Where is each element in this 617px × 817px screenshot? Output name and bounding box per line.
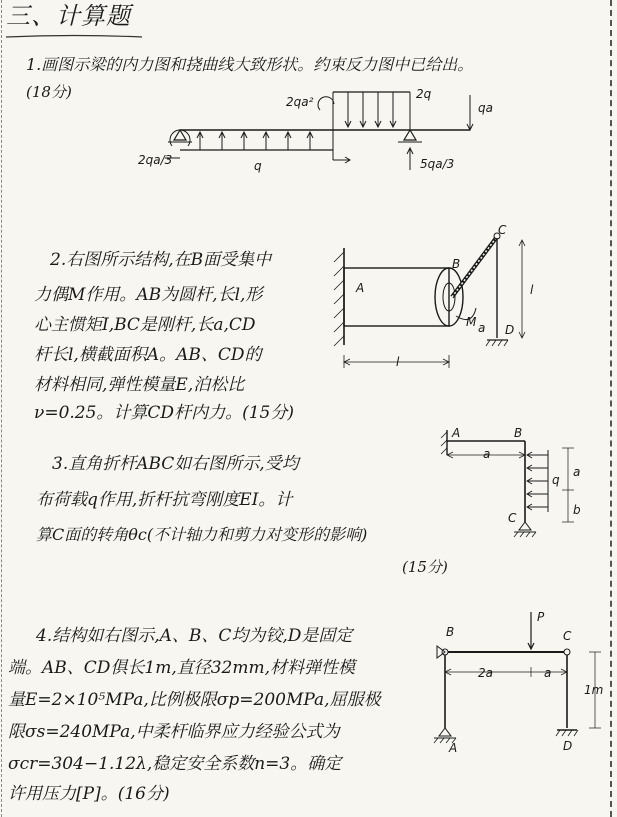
q2-label-C: C — [498, 223, 507, 237]
q3-label-B: B — [514, 426, 523, 440]
q1-label-2qa3: 2qa/3 — [138, 153, 173, 167]
q4-text-line2: 端。AB、CD俱长1m,直径32mm,材料弹性模 — [8, 658, 356, 678]
q2-label-a: a — [478, 321, 486, 335]
q4-label-A: A — [449, 741, 458, 755]
q2-label-l-vert: l — [530, 283, 534, 297]
q4-label-2a: 2a — [478, 666, 493, 680]
q4-text-line3: 量E=2×10⁵MPa,比例极限σp=200MPa,屈服极 — [8, 690, 381, 710]
q4-label-B: B — [446, 625, 455, 639]
q1-label-q: q — [254, 159, 262, 173]
q3-label-a-horiz: a — [483, 447, 491, 461]
q4-text-line1: 4.结构如右图示,A、B、C均为铰,D是固定 — [36, 626, 353, 646]
q3-text-line3: 算C面的转角θc(不计轴力和剪力对变形的影响) — [36, 525, 368, 544]
q3-label-C: C — [508, 511, 517, 525]
q2-label-A: A — [356, 281, 365, 295]
q2-label-l-horiz: l — [396, 355, 400, 369]
q1-label-qa: qa — [478, 101, 493, 115]
q4-label-a: a — [544, 666, 552, 680]
q2-label-M: M — [466, 315, 477, 329]
q1-label-5qa3: 5qa/3 — [420, 157, 455, 171]
section-title: 三、计算题 — [6, 2, 131, 30]
q4-text-line6: 许用压力[P]。(16分) — [8, 784, 170, 804]
q1-text-line1: 1.画图示梁的内力图和挠曲线大致形状。约束反力图中已给出。 — [26, 55, 474, 74]
q3-label-q: q — [552, 473, 560, 487]
q2-text-line3: 心主惯矩I,BC是刚杆,长a,CD — [34, 315, 256, 335]
q4-label-P: P — [537, 610, 545, 624]
q2-label-D: D — [505, 323, 515, 337]
q4-label-C: C — [563, 629, 572, 643]
q2-label-B: B — [452, 257, 461, 271]
q3-label-A: A — [452, 426, 461, 440]
q2-text-line6: ν=0.25。计算CD杆内力。(15分) — [34, 403, 294, 423]
q4-label-D: D — [563, 739, 573, 753]
q3-label-b: b — [573, 503, 581, 517]
q3-label-a-vert: a — [573, 465, 581, 479]
q3-text-line4: (15分) — [402, 558, 448, 576]
q4-text-line5: σcr=304−1.12λ,稳定安全系数n=3。确定 — [8, 754, 342, 774]
q1-text-line2: (18分) — [26, 83, 72, 101]
q4-label-1m: 1m — [584, 683, 604, 697]
q4-text-line4: 限σs=240MPa,中柔杆临界应力经验公式为 — [8, 722, 340, 742]
q3-text-line1: 3.直角折杆ABC如右图所示,受均 — [52, 454, 299, 474]
q1-label-2qa2: 2qa² — [286, 95, 314, 109]
q2-text-line2: 力偶M作用。AB为圆杆,长l,形 — [34, 285, 263, 305]
q2-text-line5: 材料相同,弹性模量E,泊松比 — [34, 375, 245, 395]
q3-text-line2: 布荷载q作用,折杆抗弯刚度EI。计 — [36, 490, 293, 510]
q2-text-line4: 杆长l,横截面积A。AB、CD的 — [34, 345, 262, 365]
q2-text-line1: 2.右图所示结构,在B面受集中 — [50, 250, 272, 270]
q1-label-2q: 2q — [416, 87, 432, 101]
